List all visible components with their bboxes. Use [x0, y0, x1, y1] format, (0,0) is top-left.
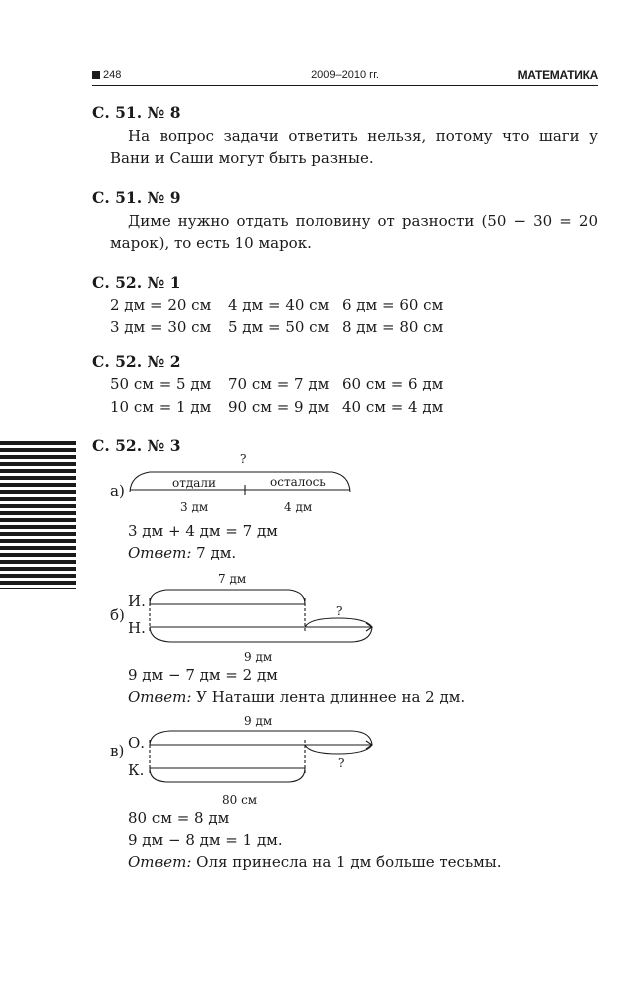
conversion-item: 60 см = 6 дм	[342, 375, 444, 393]
diagram-b-bottom-arc	[150, 627, 372, 642]
calculation-line: 9 дм − 7 дм = 2 дм	[128, 666, 278, 684]
answer-label: Ответ:	[128, 853, 192, 871]
diagram-c-bottom-arc	[150, 768, 305, 782]
diagram-c-bottom-value: 80 см	[222, 793, 258, 807]
diagram-b-row1-label: И.	[128, 592, 146, 610]
answer-text: 7 дм.	[191, 544, 237, 562]
diagram-a-right-bottom-label: 4 дм	[284, 500, 313, 514]
diagram-c-row1-label: О.	[128, 734, 146, 752]
diagram-c-question: ?	[338, 756, 345, 770]
diagram-a-left-bottom-label: 3 дм	[180, 500, 209, 514]
answer-text: Оля принесла на 1 дм больше тесьмы.	[191, 853, 502, 871]
page-number: 248	[92, 69, 121, 81]
conversion-item: 5 дм = 50 см	[228, 318, 330, 336]
header-subject: МАТЕМАТИКА	[517, 68, 598, 82]
diagram-a-right-top-label: осталось	[270, 475, 326, 489]
calculation-line: 9 дм − 8 дм = 1 дм.	[128, 831, 283, 849]
conversion-item: 10 см = 1 дм	[110, 398, 212, 416]
diagram-c-marker: в)	[110, 742, 125, 760]
section-heading: С. 52. № 3	[92, 436, 181, 455]
section-heading: С. 51. № 8	[92, 103, 181, 122]
conversion-item: 50 см = 5 дм	[110, 375, 212, 393]
diagram-b-top-arc	[150, 590, 305, 604]
paragraph-line: марок), то есть 10 марок.	[110, 234, 312, 252]
diagram-c-top-arc	[150, 731, 372, 745]
diagram-a-marker: а)	[110, 482, 125, 500]
diagram-b-marker: б)	[110, 606, 125, 624]
diagram-c-question-arc	[305, 745, 372, 754]
section-heading: С. 52. № 2	[92, 352, 181, 371]
diagram-c-row2-label: К.	[128, 761, 145, 779]
diagram-c-top-value: 9 дм	[244, 714, 273, 728]
diagram-b-row2-label: Н.	[128, 619, 146, 637]
calculation-line: 80 см = 8 дм	[128, 809, 230, 827]
diagram-b-question: ?	[336, 604, 343, 618]
calculation-line: 3 дм + 4 дм = 7 дм	[128, 522, 278, 540]
section-heading: С. 51. № 9	[92, 188, 181, 207]
conversion-item: 2 дм = 20 см	[110, 296, 212, 314]
paragraph-line: Диме нужно отдать половину от разности (50 − 30 = 20	[128, 212, 598, 230]
conversion-item: 8 дм = 80 см	[342, 318, 444, 336]
answer-line	[128, 852, 502, 872]
paragraph-line: Вани и Саши могут быть разные.	[110, 149, 374, 167]
paragraph-line: На вопрос задачи ответить нельзя, потому что шаги у	[128, 127, 598, 145]
diagram-b-bottom-value: 9 дм	[244, 650, 273, 664]
diagram-a-question: ?	[240, 452, 247, 466]
header-years: 2009–2010 гг.	[311, 69, 379, 81]
section-heading: С. 52. № 1	[92, 273, 181, 292]
answer-label: Ответ:	[128, 544, 192, 562]
diagram-b-question-arc	[305, 618, 372, 627]
conversion-item: 6 дм = 60 см	[342, 296, 444, 314]
answer-line	[128, 543, 236, 563]
conversion-item: 4 дм = 40 см	[228, 296, 330, 314]
diagram-a-left-top-label: отдали	[172, 476, 217, 490]
answer-label: Ответ:	[128, 688, 192, 706]
conversion-item: 3 дм = 30 см	[110, 318, 212, 336]
conversion-item: 90 см = 9 дм	[228, 398, 330, 416]
answer-line	[128, 687, 465, 707]
answer-text: У Наташи лента длиннее на 2 дм.	[191, 688, 466, 706]
conversion-item: 40 см = 4 дм	[342, 398, 444, 416]
conversion-item: 70 см = 7 дм	[228, 375, 330, 393]
diagram-b-top-value: 7 дм	[218, 572, 247, 586]
